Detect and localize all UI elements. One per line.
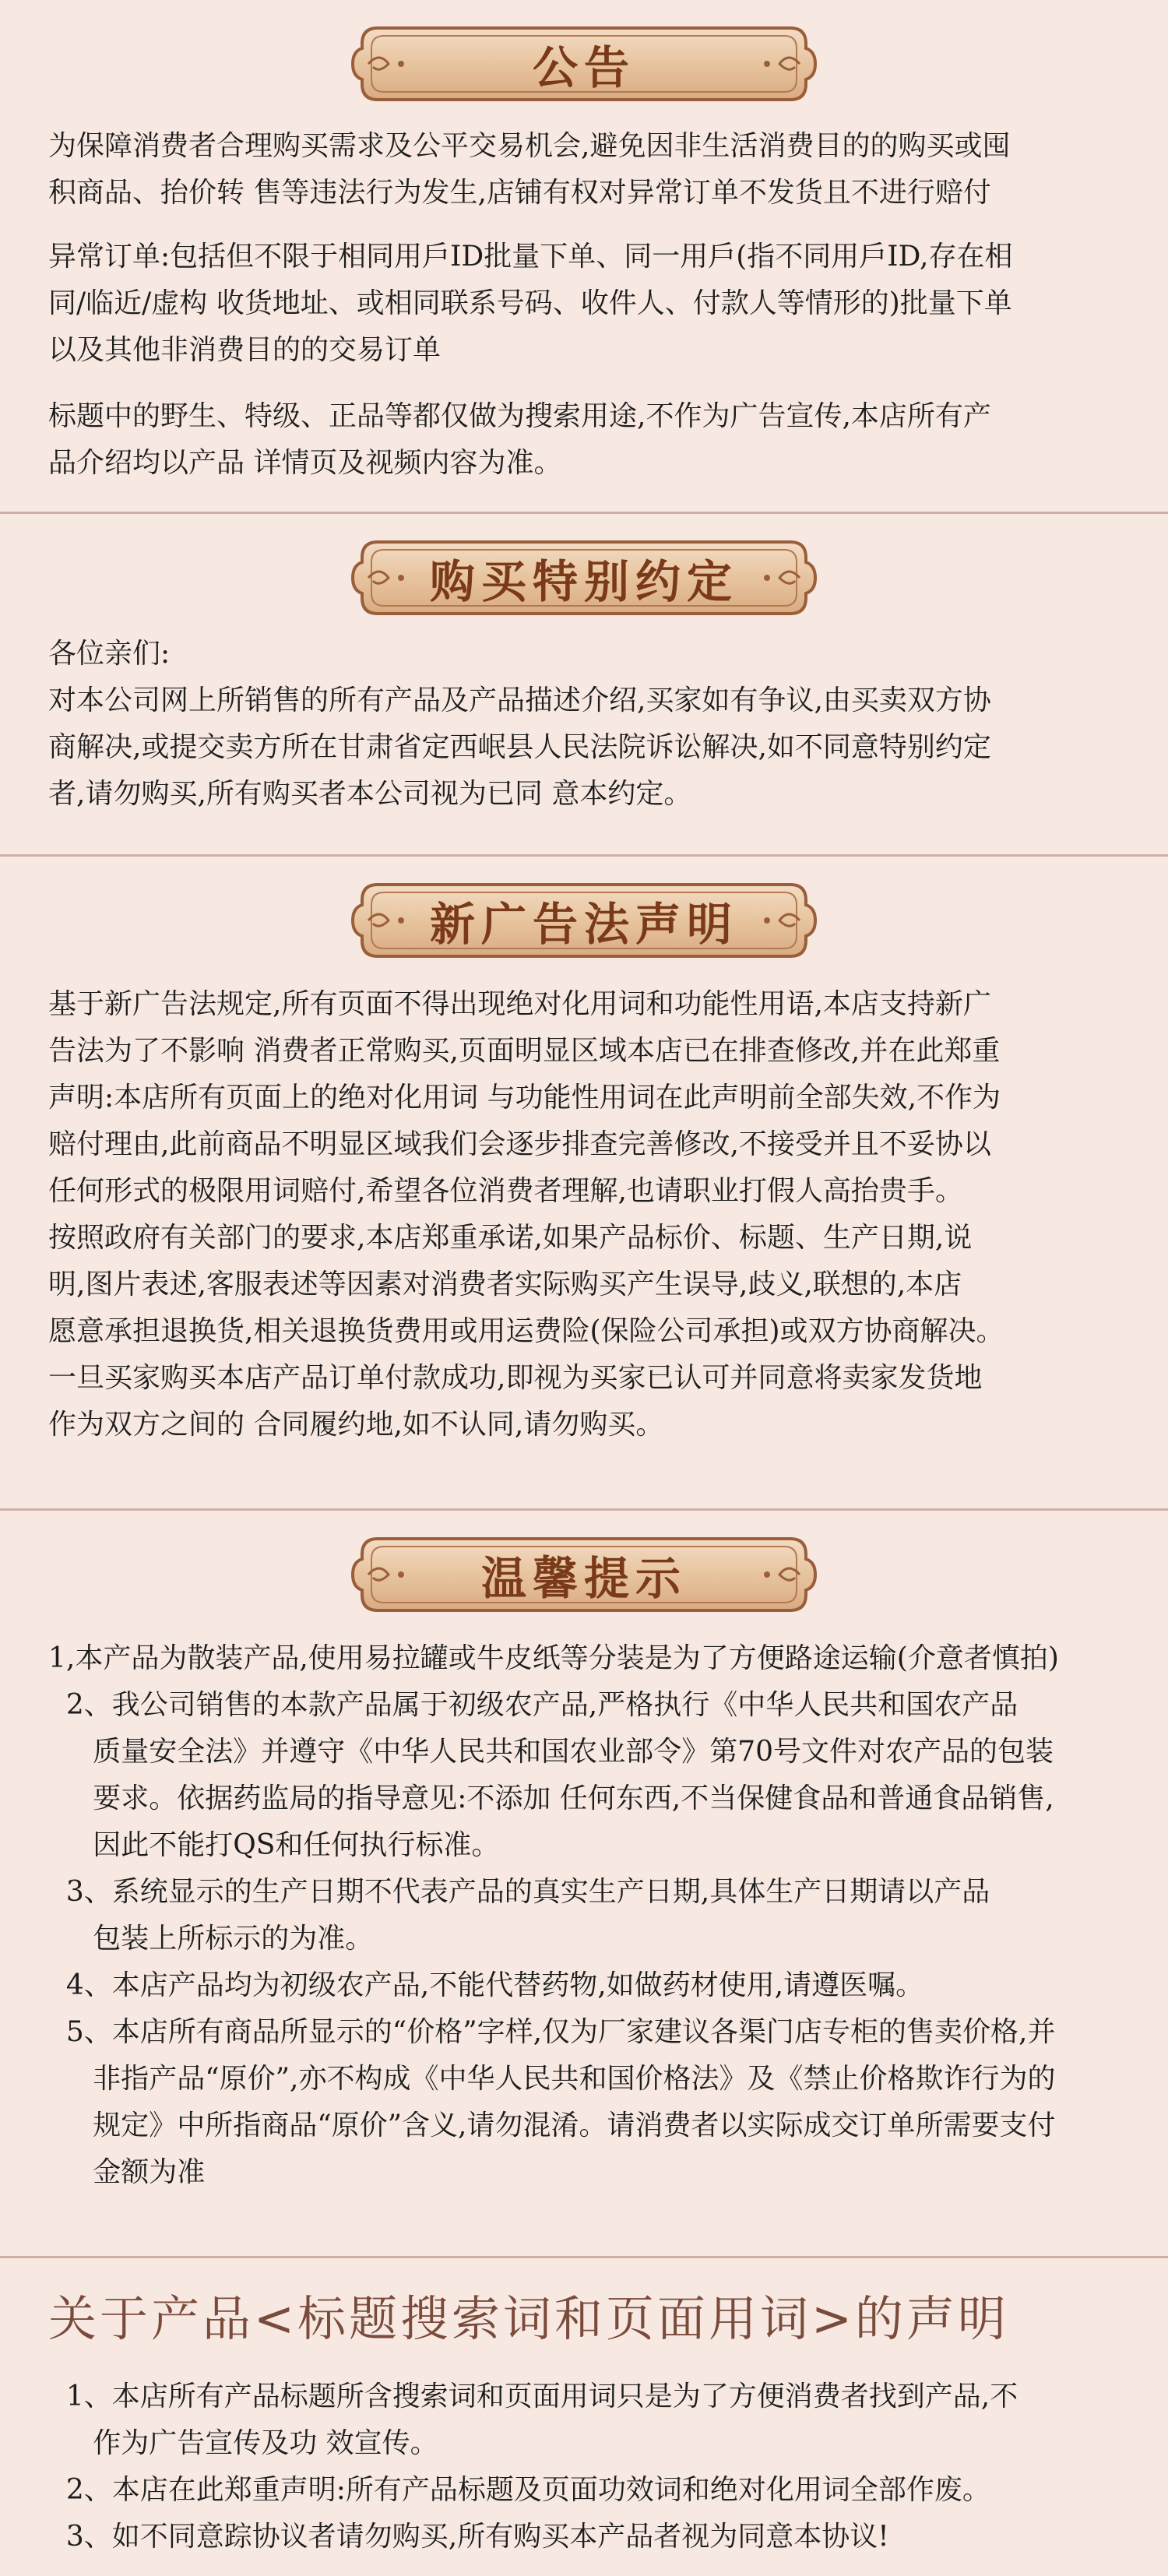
announcement-para-3: 标题中的野生、特级、正品等都仅做为搜索用途,不作为广告宣传,本店所有产 品介绍均以产品 详情页及视频内容为准。: [48, 400, 991, 479]
agreement-section: [0, 514, 1168, 857]
terms-section: [0, 2258, 1168, 2576]
announcement-banner: [347, 17, 821, 111]
tips-para-1: 1,本产品为散装产品,使用易拉罐或牛皮纸等分装是为了方便路途运输(介意者慎拍) 2、我公司销售的本款产品属于初级农产品,严格执行《中华人民共和国农产品 质量安全法》并遵守《中华人民共和国农业部令》第70号文件对农产品的包装 要求。依据药监局的指导意见:不添加 任何东西,不当保健食品和普通食品销售, 因此不能打QS和任何执行标准。 3、系统显示的生产日期不代表产品的真实生产日期,具体生产日期请以产品 包装上所标示的为准。 4、本店产品均为初级农产品,不能代替药物,如做药材使用,请遵医嘱。 5、本店所有商品所显示的“价格”字样,仅为厂家建议各渠门店专柜的售卖价格,并 非指产品“原价”,亦不构成《中华人民共和国价格法》及《禁止价格欺诈行为的 规定》中所指商品“原价”含义,请勿混淆。请消费者以实际成交订单所需要支付 金额为准: [48, 1642, 1059, 2188]
announcement-title: 公告: [532, 41, 635, 94]
ad-law-title: 新广告法声明: [429, 898, 738, 951]
announcement-para-2: 异常订单:包括但不限于相同用戶ID批量下单、同一用戶(指不同用戶ID,存在相 同/临近/虚构 收货地址、或相同联系号码、收件人、付款人等情形的)批量下单 以及其他非消费目的的交易订单: [48, 241, 1013, 366]
ad-law-section: [0, 857, 1168, 1511]
terms-para-1: 1、本店所有产品标题所含搜索词和页面用词只是为了方便消费者找到产品,不 作为广告宣传及功 效宣传。 2、本店在此郑重声明:所有产品标题及页面功效词和绝对化用词全部作废。 3、如不同意踪协议者请勿购买,所有购买本产品者视为同意本协议!: [65, 2381, 1018, 2553]
agreement-title: 购买特别约定: [429, 555, 738, 608]
announcement-section: [0, 0, 1168, 514]
tips-banner: [347, 1528, 821, 1621]
agreement-para-1: 各位亲们: 对本公司网上所销售的所有产品及产品描述介绍,买家如有争议,由买卖双方协 商解决,或提交卖方所在甘肃省定西岷县人民法院诉讼解决,如不同意特别约定 者,请勿购买,所有购买者本公司视为已同 意本约定。: [48, 638, 991, 810]
announcement-para-1: 为保障消费者合理购买需求及公平交易机会,避免因非生活消费目的的购买或囤 积商品、抬价转 售等违法行为发生,店铺有权对异常订单不发货且不进行赔付: [48, 130, 1011, 209]
ad-law-banner: [347, 874, 821, 967]
tips-section: [0, 1511, 1168, 2258]
ad-law-para-1: 基于新广告法规定,所有页面不得出现绝对化用词和功能性用语,本店支持新广 告法为了不影响 消费者正常购买,页面明显区域本店已在排查修改,并在此郑重 声明:本店所有页面上的绝对化用词 与功能性用词在此声明前全部失效,不作为 赔付理由,此前商品不明显区域我们会逐步排查完善修改,不接受并且不妥协以 任何形式的极限用词赔付,希望各位消费者理解,也请职业打假人高抬贵手。 按照政府有关部门的要求,本店郑重承诺,如果产品标价、标题、生产日期,说 明,图片表述,客服表述等因素对消费者实际购买产生误导,歧义,联想的,本店 愿意承担退换货,相关退换货费用或用运费险(保险公司承担)或双方协商解决。 一旦买家购买本店产品订单付款成功,即视为买家已认可并同意将卖家发货地 作为双方之间的 合同履约地,如不认同,请勿购买。: [48, 988, 1004, 1441]
agreement-banner: [347, 531, 821, 625]
terms-title: 关于产品<标题搜索词和页面用词>的声明: [48, 2290, 1009, 2347]
tips-title: 温馨提示: [480, 1552, 687, 1605]
